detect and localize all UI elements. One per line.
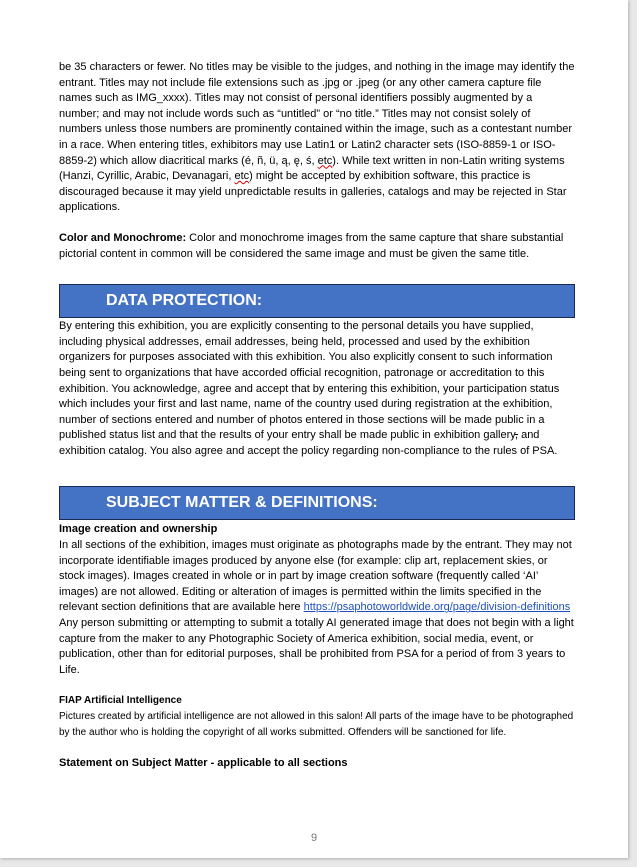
image-creation-heading: Image creation and ownership: [59, 523, 218, 536]
image-creation-paragraph: In all sections of the exhibition, images must originate as photographs made by the entrant. They may not incorporate identifiable images produced by anyone else (for example: clip art, replacement skies, or stock images). Images created in whole or in part by image creation software (frequently called ‘AI’ images) are not allowed. Editing or alteration of images is permitted within the limits specified in the relevant section definitions that are available here https://psaphotoworldwide.org/page/division-definitions Any person submitting or attempting to submit a totally AI generated image that does not begin with a light capture from the maker to any Photographic Society of America exhibition, social media, event, or publication, other than for editorial purposes, shall be prohibited from PSA for a period of from 3 years to Life.: [59, 539, 574, 676]
color-monochrome-label: Color and Monochrome:: [59, 231, 187, 244]
subject-matter-heading: SUBJECT MATTER & DEFINITIONS:: [106, 494, 378, 512]
fiap-heading: FIAP Artificial Intelligence: [59, 695, 182, 707]
subject-matter-banner: [59, 486, 575, 520]
page-content: [59, 60, 575, 772]
division-definitions-link[interactable]: https://psaphotoworldwide.org/page/division-definitions: [303, 601, 571, 614]
fiap-paragraph: Pictures created by artificial intelligence are not allowed in this salon! All parts of the image have to be photographed by the author who is holding the copyright of all works submitted. Offenders will be sanctioned for life.: [59, 711, 574, 738]
page-number: 9: [310, 832, 318, 844]
color-monochrome-paragraph: Color and Monochrome: Color and monochrome images from the same capture that share substantial pictorial content in common will be considered the same image and must be given the same title.: [59, 231, 564, 260]
titles-paragraph: be 35 characters or fewer. No titles may be visible to the judges, and nothing in the image may identify the entrant. Titles may not include file extensions such as .jpg or .jpeg (or any other camera capture file names such as IMG_xxxx). Titles may not consist of personal identifiers possibly augmented by a number; and may not include words such as “untitled” or “no title.” Titles may not consist solely of numbers unless those numbers are prominently contained within the image, such as a contestant number in a race. When entering titles, exhibitors may use Latin1 or Latin2 character sets (ISO-8859-1 or ISO-8859-2) which allow diacritical marks (é, ñ, ü, ą, ę, ś, etc). While text written in non-Latin writing systems (Hanzi, Cyrillic, Arabic, Devanagari, etc) might be accepted by exhibition software, this practice is discouraged because it may yield unpredictable results in galleries, catalogs and may be rejected in Star applications.: [59, 61, 575, 214]
spelling-flag: etc: [317, 154, 333, 167]
spelling-flag: etc: [234, 170, 250, 183]
statement-heading: Statement on Subject Matter - applicable to all sections: [59, 757, 348, 770]
data-protection-banner: [59, 284, 575, 318]
data-protection-heading: DATA PROTECTION:: [106, 292, 263, 310]
data-protection-paragraph: By entering this exhibition, you are explicitly consenting to the personal details you have supplied, including physical addresses, email addresses, being held, processed and used by the exhibition organizers for purposes associated with this exhibition. You also explicitly consent to such information being sent to organizations that have accorded official recognition, patronage or accreditation to this exhibition. You acknowledge, agree and accept that by entering this exhibition, your participation status which includes your first and last name, name of the country used during registration at the exhibition, number of sections entered and number of photos entered in those sections will be made public in a published status list and that the results of your entry shall be made public in exhibition gallery, and exhibition catalog. You also agree and accept the policy regarding non-compliance to the rules of PSA.: [59, 320, 560, 457]
